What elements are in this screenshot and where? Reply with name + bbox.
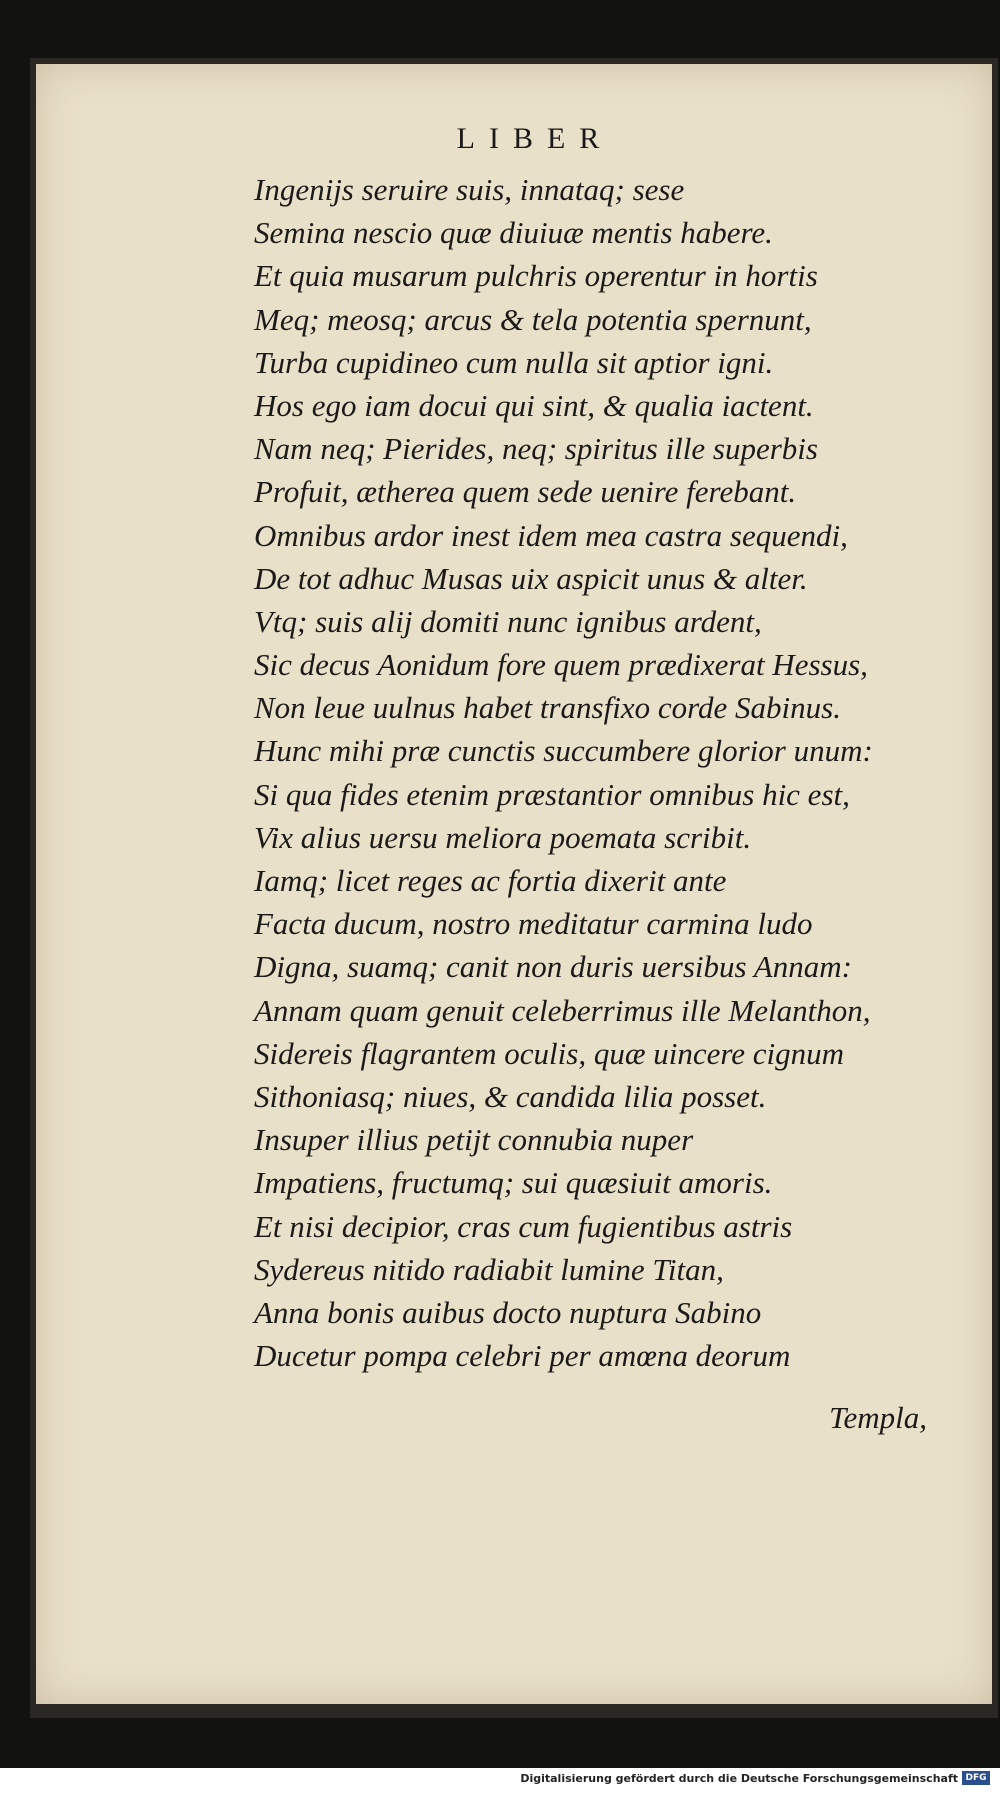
verse-line: Vtq; suis alij domiti nunc ignibus ardent, bbox=[254, 603, 762, 639]
verse-line: Et nisi decipior, cras cum fugientibus astris bbox=[254, 1208, 793, 1244]
verse-line: Facta ducum, nostro meditatur carmina ludo bbox=[254, 906, 813, 942]
verse-line: Turba cupidineo cum nulla sit aptior igni. bbox=[254, 344, 774, 380]
verse-line: Hunc mihi præ cunctis succumbere glorior unum: bbox=[254, 733, 873, 769]
verse-line: Ducetur pompa celebri per amœna deorum bbox=[254, 1338, 791, 1374]
verse-line: Annam quam genuit celeberrimus ille Melanthon, bbox=[254, 992, 871, 1028]
verse-line: Hos ego iam docui qui sint, & qualia iactent. bbox=[254, 387, 814, 423]
digitization-credit: Digitalisierung gefördert durch die Deutsche Forschungsgemeinschaft bbox=[520, 1772, 958, 1785]
verse-line: Profuit, ætherea quem sede uenire ferebant. bbox=[254, 474, 797, 510]
verse-block bbox=[254, 168, 954, 1377]
verse-line: Omnibus ardor inest idem mea castra sequendi, bbox=[254, 517, 848, 553]
verse-line: Ingenijs seruire suis, innataq; sese bbox=[254, 172, 685, 207]
verse-line: Anna bonis auibus docto nuptura Sabino bbox=[254, 1294, 762, 1330]
verse-line: Si qua fides etenim præstantior omnibus hic est, bbox=[254, 776, 850, 812]
verse-line: Sydereus nitido radiabit lumine Titan, bbox=[254, 1251, 724, 1287]
catchword: Templa, bbox=[829, 1400, 927, 1435]
verse-line: Iamq; licet reges ac fortia dixerit ante bbox=[254, 863, 727, 898]
verse-line: De tot adhuc Musas uix aspicit unus & alter. bbox=[254, 560, 808, 596]
running-head: LIBER bbox=[456, 122, 614, 155]
verse-line: Non leue uulnus habet transfixo corde Sabinus. bbox=[254, 690, 841, 726]
verse-line: Meq; meosq; arcus & tela potentia spernunt, bbox=[254, 301, 812, 337]
verse-line: Semina nescio quæ diuiuæ mentis habere. bbox=[254, 215, 773, 251]
verse-line: Sithoniasq; niues, & candida lilia posset. bbox=[254, 1078, 767, 1114]
verse-line: Insuper illius petijt connubia nuper bbox=[254, 1122, 694, 1158]
verse-line: Et quia musarum pulchris operentur in hortis bbox=[254, 258, 818, 294]
verse-line: Vix alius uersu meliora poemata scribit. bbox=[254, 819, 752, 855]
verse-line: Digna, suamq; canit non duris uersibus Annam: bbox=[254, 949, 852, 985]
verse-line: Nam neq; Pierides, neq; spiritus ille superbis bbox=[254, 431, 818, 467]
verse-line: Sidereis flagrantem oculis, quæ uincere cignum bbox=[254, 1035, 845, 1071]
dfg-logo: DFG bbox=[962, 1771, 990, 1785]
verse-line: Sic decus Aonidum fore quem prædixerat Hessus, bbox=[254, 647, 868, 683]
verse-line: Impatiens, fructumq; sui quæsiuit amoris. bbox=[254, 1165, 773, 1201]
